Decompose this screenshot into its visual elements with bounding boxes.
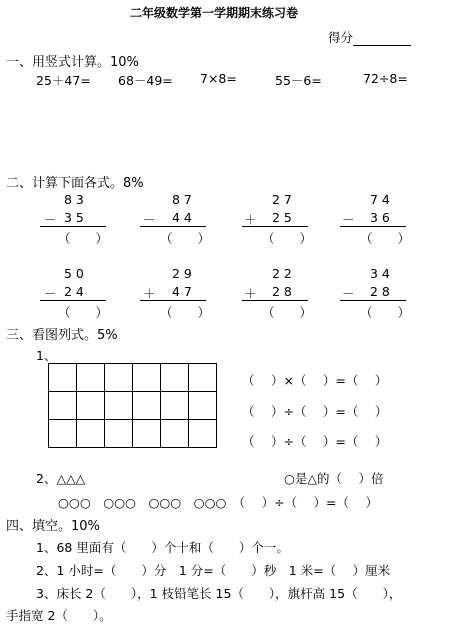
s1-problem: 25＋47= — [36, 73, 91, 88]
calc-answer[interactable]: （ ） — [160, 305, 211, 320]
calc-operator: ＋ — [143, 286, 156, 301]
page-title: 二年级数学第一学期期末练习卷 — [130, 6, 299, 20]
s3-q1-label: 1、 — [36, 348, 57, 363]
calc-rule — [140, 226, 206, 227]
s3-q2-right[interactable]: ○是△的（ ）倍 — [284, 471, 384, 486]
score-blank[interactable] — [353, 33, 411, 46]
s3-equation-line[interactable]: （ ）÷（ ）=（ ） — [242, 404, 388, 419]
calc-rule — [242, 226, 308, 227]
calc-top: 8 7 — [172, 192, 192, 207]
section-2-heading: 二、计算下面各式。8% — [6, 176, 144, 191]
s1-problem: 68－49= — [118, 73, 173, 88]
calc-bottom: 3 5 — [64, 210, 84, 225]
calc-answer[interactable]: （ ） — [360, 231, 411, 246]
calc-bottom: 4 7 — [172, 284, 192, 299]
calc-bottom: 2 8 — [370, 284, 390, 299]
calc-answer[interactable]: （ ） — [58, 305, 109, 320]
calc-bottom: 4 4 — [172, 210, 192, 225]
s1-problem: 72÷8= — [363, 71, 408, 86]
score-field — [328, 28, 411, 46]
calc-top: 7 4 — [370, 192, 390, 207]
section-4-heading: 四、填空。10% — [6, 519, 100, 534]
s1-problem: 55－6= — [275, 73, 322, 88]
calc-top: 2 2 — [272, 266, 292, 281]
calc-answer[interactable]: （ ） — [58, 231, 109, 246]
calc-rule — [40, 300, 106, 301]
calc-operator: － — [342, 212, 355, 227]
calc-operator: － — [44, 212, 57, 227]
calc-rule — [340, 226, 406, 227]
calc-bottom: 2 8 — [272, 284, 292, 299]
calc-bottom: 3 6 — [370, 210, 390, 225]
section-1-heading: 一、用竖式计算。10% — [6, 55, 139, 70]
s3-equation-line[interactable]: （ ）×（ ）=（ ） — [242, 373, 388, 388]
calc-bottom: 2 4 — [64, 284, 84, 299]
calc-top: 3 4 — [370, 266, 390, 281]
s1-problem: 7×8= — [200, 71, 237, 86]
score-label: 得分 — [328, 30, 354, 45]
calc-operator: － — [143, 212, 156, 227]
s4-question-1[interactable]: 1、68 里面有（ ）个十和（ ）个一。 — [36, 540, 289, 555]
calc-operator: ＋ — [244, 212, 257, 227]
s4-question-3-cont[interactable]: 手指宽 2（ ）。 — [6, 608, 112, 623]
calc-rule — [242, 300, 308, 301]
calc-top: 2 7 — [272, 192, 292, 207]
calc-bottom: 2 5 — [272, 210, 292, 225]
calc-rule — [340, 300, 406, 301]
calc-rule — [40, 226, 106, 227]
s4-question-3[interactable]: 3、床长 2（ ），1 枝铅笔长 15（ ），旗杆高 15（ ）， — [36, 586, 402, 601]
calc-top: 5 0 — [64, 266, 84, 281]
s3-q2-label: 2、△△△ — [36, 471, 86, 486]
s3-equation-line[interactable]: （ ）÷（ ）=（ ） — [242, 434, 388, 449]
picture-grid — [48, 363, 217, 448]
calc-top: 8 3 — [64, 192, 84, 207]
calc-operator: － — [44, 286, 57, 301]
calc-answer[interactable]: （ ） — [160, 231, 211, 246]
section-3-heading: 三、看图列式。5% — [6, 328, 118, 343]
calc-operator: － — [342, 286, 355, 301]
calc-answer[interactable]: （ ） — [262, 305, 313, 320]
s3-q2-line[interactable]: ○○○ ○○○ ○○○ ○○○ （ ）÷（ ）=（ ） — [58, 495, 379, 510]
calc-rule — [140, 300, 206, 301]
s4-question-2[interactable]: 2、1 小时=（ ）分 1 分=（ ）秒 1 米=（ ）厘米 — [36, 563, 391, 578]
calc-operator: ＋ — [244, 286, 257, 301]
calc-answer[interactable]: （ ） — [360, 305, 411, 320]
calc-answer[interactable]: （ ） — [262, 231, 313, 246]
calc-top: 2 9 — [172, 266, 192, 281]
